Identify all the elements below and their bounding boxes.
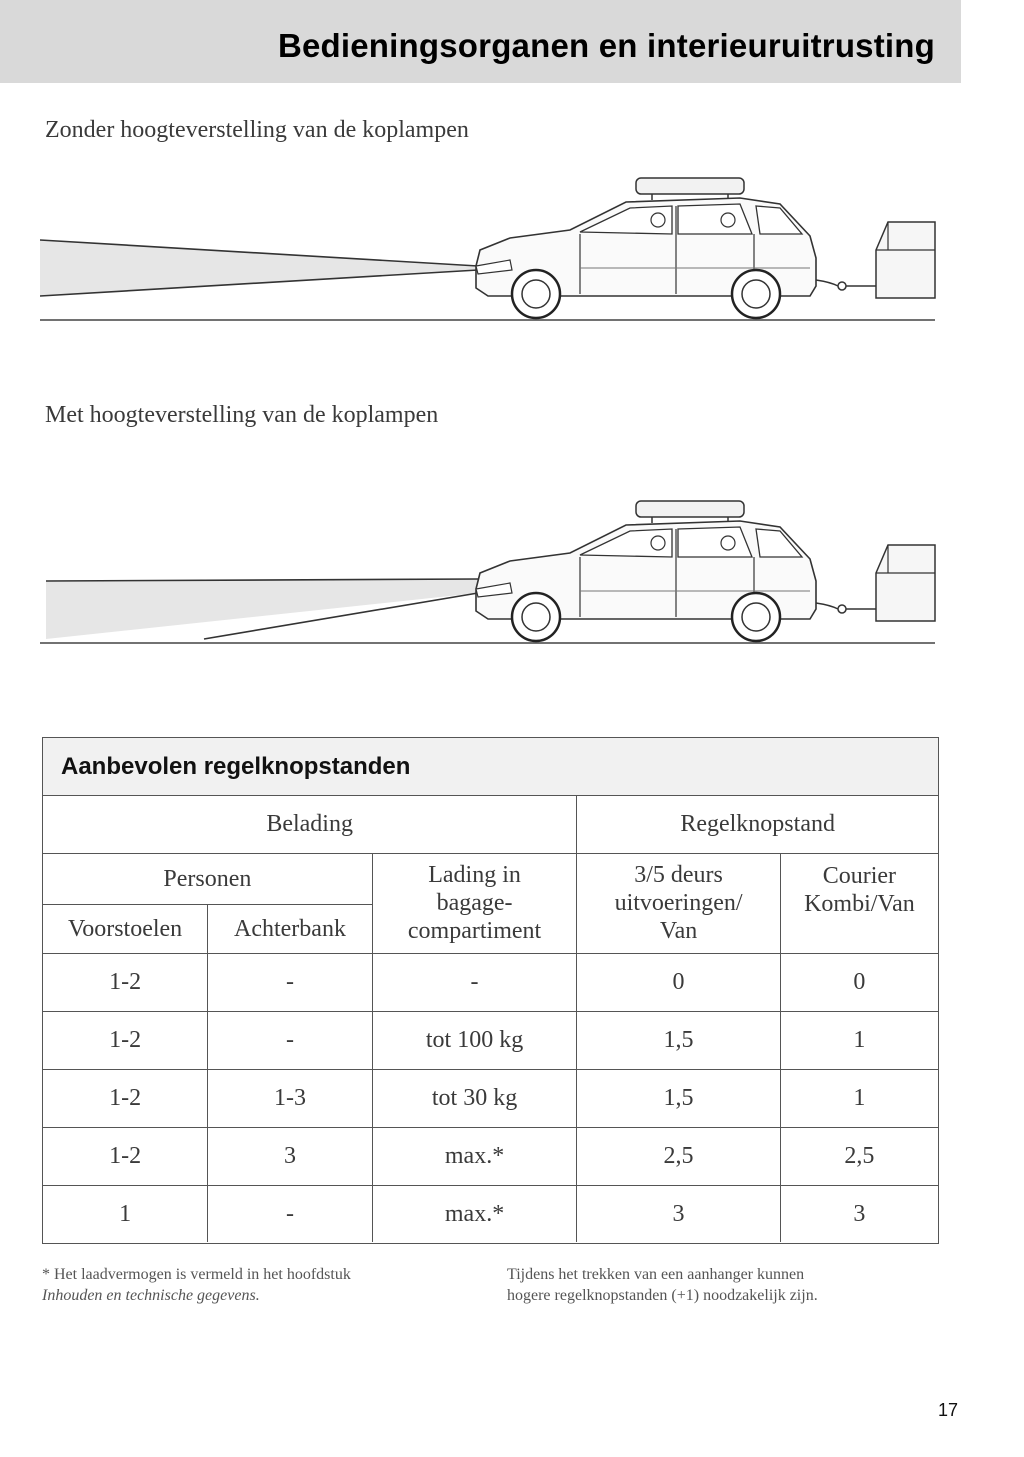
table-cell: 1,5 <box>577 1011 780 1069</box>
header-regelknopstand: Regelknopstand <box>577 796 938 853</box>
table-cell: - <box>372 953 577 1011</box>
illustration-caption-without: Zonder hoogteverstelling van de koplampen <box>45 117 469 143</box>
illustration-without-headlamp-levelling <box>40 170 940 340</box>
header-belading: Belading <box>43 796 577 853</box>
table-cell: 1-2 <box>43 953 208 1011</box>
page-title: Bedieningsorganen en interieuruitrusting <box>277 27 935 64</box>
table-header-row <box>43 796 938 853</box>
table-cell: 1-3 <box>208 1069 373 1127</box>
table-cell: - <box>208 1185 373 1242</box>
table-cell: 1 <box>780 1011 938 1069</box>
header-lading <box>372 853 577 953</box>
table-cell: 1 <box>780 1069 938 1127</box>
table-cell: 1,5 <box>577 1069 780 1127</box>
footnote-trailer <box>507 1264 818 1306</box>
table-cell: max.* <box>372 1185 577 1242</box>
table-cell: 3 <box>208 1127 373 1185</box>
footnote-line: * Het laadvermogen is vermeld in het hoofdstuk <box>42 1266 351 1283</box>
page-number: 17 <box>938 1400 959 1420</box>
footnote-line: Tijdens het trekken van een aanhanger kunnen <box>507 1266 805 1283</box>
header-deurs-line: 3/5 deurs <box>634 862 723 888</box>
table-cell: 3 <box>780 1185 938 1242</box>
table-row <box>43 1185 938 1242</box>
illustration-with-headlamp-levelling <box>40 493 940 663</box>
header-bar <box>0 0 961 83</box>
table-cell: 0 <box>577 953 780 1011</box>
header-lading-line: Lading in <box>428 862 521 888</box>
footnote-line: hogere regelknopstanden (+1) noodzakelijk zijn. <box>507 1287 818 1304</box>
table-title: Aanbevolen regelknopstanden <box>43 738 938 796</box>
settings-table <box>43 796 938 1242</box>
table-row <box>43 1127 938 1185</box>
table-cell: tot 30 kg <box>372 1069 577 1127</box>
table-cell: 2,5 <box>577 1127 780 1185</box>
header-courier-line: Kombi/Van <box>804 890 915 917</box>
table-cell: - <box>208 1011 373 1069</box>
table-cell: tot 100 kg <box>372 1011 577 1069</box>
table-cell: max.* <box>372 1127 577 1185</box>
table-cell: 1-2 <box>43 1069 208 1127</box>
header-courier <box>780 853 938 953</box>
settings-table-box <box>42 737 939 1244</box>
table-cell: 0 <box>780 953 938 1011</box>
table-cell: 1-2 <box>43 1127 208 1185</box>
header-3-5-deurs <box>577 853 780 953</box>
header-deurs-line: uitvoeringen/ <box>614 890 743 916</box>
table-header-row <box>43 853 938 904</box>
illustration-caption-with: Met hoogteverstelling van de koplampen <box>45 402 439 428</box>
header-lading-line: compartiment <box>407 918 542 944</box>
header-personen: Personen <box>43 853 372 904</box>
table-cell: 1 <box>43 1185 208 1242</box>
table-row <box>43 953 938 1011</box>
header-courier-line: Courier <box>822 862 897 889</box>
footnote-load-capacity <box>42 1264 351 1306</box>
footnote-reference: Inhouden en technische gegevens. <box>42 1287 260 1304</box>
table-cell: 3 <box>577 1185 780 1242</box>
table-row <box>43 1011 938 1069</box>
table-cell: 2,5 <box>780 1127 938 1185</box>
header-achterbank: Achterbank <box>208 904 373 953</box>
table-row <box>43 1069 938 1127</box>
header-voorstoelen: Voorstoelen <box>43 904 208 953</box>
header-lading-line: bagage- <box>436 890 513 916</box>
header-deurs-line: Van <box>659 918 698 944</box>
table-cell: - <box>208 953 373 1011</box>
table-cell: 1-2 <box>43 1011 208 1069</box>
